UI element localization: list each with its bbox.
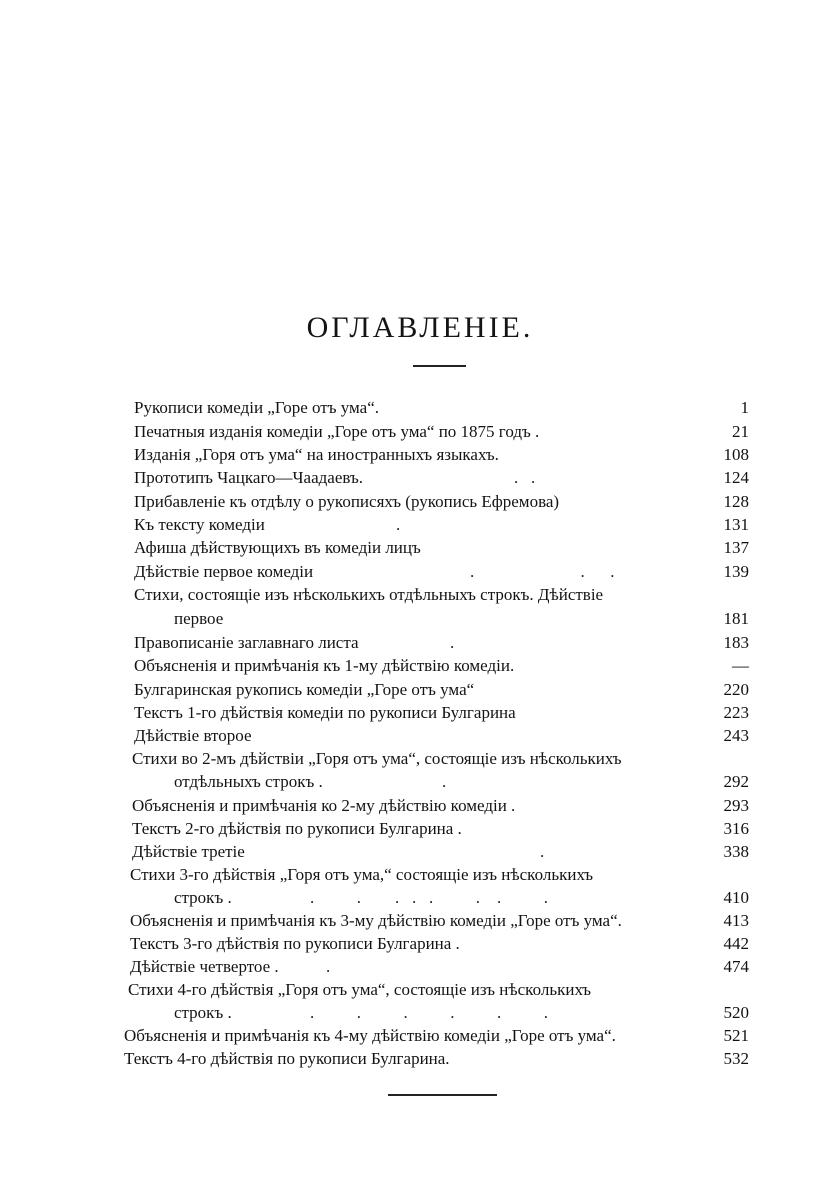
toc-entry-title: Объясненія и примѣчанія къ 4-му дѣйствію комедіи „Горе отъ ума“. <box>124 1026 616 1045</box>
leader-dots: . <box>326 957 331 976</box>
toc-entry-page: 181 <box>723 609 749 628</box>
toc-entry-title: Прибавленіе къ отдѣлу о рукописяхъ (рукопись Ефремова) <box>134 492 560 511</box>
toc-entry-page: 243 <box>723 726 749 745</box>
toc-entry-title: Стихи во 2-мъ дѣйствіи „Горя отъ ума“, состоящіе изъ нѣсколькихъ <box>132 749 622 768</box>
toc-entry-title: Булгаринская рукопись комедіи „Горе отъ ума“ <box>134 680 475 699</box>
toc-entry-title: Текстъ 3-го дѣйствія по рукописи Булгарина . <box>130 934 460 953</box>
toc-entry-title: Объясненія и примѣчанія ко 2-му дѣйствію комедіи . <box>132 796 516 815</box>
toc-entry-title: Къ тексту комедіи <box>134 515 265 534</box>
leader-dots: . <box>396 515 401 534</box>
toc-entry-title: Афиша дѣйствующихъ въ комедіи лицъ <box>134 538 421 557</box>
toc-entry-title: Стихи 3-го дѣйствія „Горя отъ ума,“ состоящіе изъ нѣсколькихъ <box>130 865 594 884</box>
toc-entry-title-cont: строкъ . <box>174 1003 232 1022</box>
toc-entry-page: — <box>732 656 749 675</box>
toc-entry-page: 413 <box>723 911 749 930</box>
toc-entry-title-cont: отдѣльныхъ строкъ . <box>174 772 323 791</box>
toc-entry-title: Текстъ 2-го дѣйствія по рукописи Булгарина . <box>132 819 462 838</box>
toc-entry-page: 532 <box>723 1049 749 1068</box>
toc-entry-page: 520 <box>723 1003 749 1022</box>
toc-entry-title: Прототипъ Чацкаго—Чаадаевъ. <box>134 468 364 487</box>
toc-entry-page: 137 <box>723 538 749 557</box>
toc-entry-page: 316 <box>723 819 749 838</box>
toc-entry-page: 474 <box>723 957 749 976</box>
leader-dots: . . <box>514 468 536 487</box>
leader-dots: . . . <box>470 562 615 581</box>
toc-entry-title: Текстъ 1-го дѣйствія комедіи по рукописи Булгарина <box>134 703 516 722</box>
toc-entry-page: 108 <box>723 445 749 464</box>
leader-dots: . <box>450 633 455 652</box>
toc-entry-title: Печатныя изданія комедіи „Горе отъ ума“ по 1875 годъ . <box>134 422 540 441</box>
toc-entry-page: 292 <box>723 772 749 791</box>
leader-dots: . <box>540 842 545 861</box>
toc-entry-page: 139 <box>723 562 749 581</box>
toc-entry-title: Дѣйствіе первое комедіи <box>134 562 314 581</box>
title-divider <box>413 365 466 367</box>
toc-entry-title: Рукописи комедіи „Горе отъ ума“. <box>134 398 379 417</box>
toc-entry-title: Изданія „Горя отъ ума“ на иностранныхъ языкахъ. <box>134 445 499 464</box>
toc-entry-page: 442 <box>723 934 749 953</box>
toc-entry-title: Объясненія и примѣчанія къ 1-му дѣйствію комедіи. <box>134 656 515 675</box>
toc-entry-page: 220 <box>723 680 749 699</box>
page-title: ОГЛАВЛЕНІЕ. <box>306 311 534 344</box>
toc-entry-page: 183 <box>723 633 749 652</box>
toc-entry-page: 124 <box>723 468 749 487</box>
leader-dots: . <box>442 772 447 791</box>
toc-entry-title: Правописаніе заглавнаго листа <box>134 633 359 652</box>
leader-dots: . . . . . . <box>310 1003 548 1022</box>
toc-entry-title: Дѣйствіе четвертое . <box>130 957 279 976</box>
toc-entry-title: Стихи, состоящіе изъ нѣсколькихъ отдѣльныхъ строкъ. Дѣйствіе <box>134 585 604 604</box>
toc-entry-title: Текстъ 4-го дѣйствія по рукописи Булгарина. <box>124 1049 450 1068</box>
toc-entry-title: Стихи 4-го дѣйствія „Горя отъ ума“, состоящіе изъ нѣсколькихъ <box>128 980 592 999</box>
toc-entry-title-cont: строкъ . <box>174 888 232 907</box>
toc-entry-page: 21 <box>732 422 749 441</box>
toc-entry-title-cont: первое <box>174 609 224 628</box>
toc-entry-page: 131 <box>723 515 749 534</box>
toc-entry-title: Дѣйствіе второе <box>134 726 252 745</box>
toc-entry-page: 223 <box>723 703 749 722</box>
toc-entry-page: 410 <box>723 888 749 907</box>
toc-entry-page: 293 <box>723 796 749 815</box>
toc-entry-page: 1 <box>740 398 749 417</box>
toc-entry-page: 338 <box>723 842 749 861</box>
toc-entry-page: 521 <box>723 1026 749 1045</box>
toc-entry-title: Дѣйствіе третіе <box>132 842 245 861</box>
toc-entry-title: Объясненія и примѣчанія къ 3-му дѣйствію комедіи „Горе отъ ума“. <box>130 911 622 930</box>
leader-dots: . . . . . . . . <box>310 888 548 907</box>
toc-entry-page: 128 <box>723 492 749 511</box>
closing-divider <box>388 1094 497 1096</box>
